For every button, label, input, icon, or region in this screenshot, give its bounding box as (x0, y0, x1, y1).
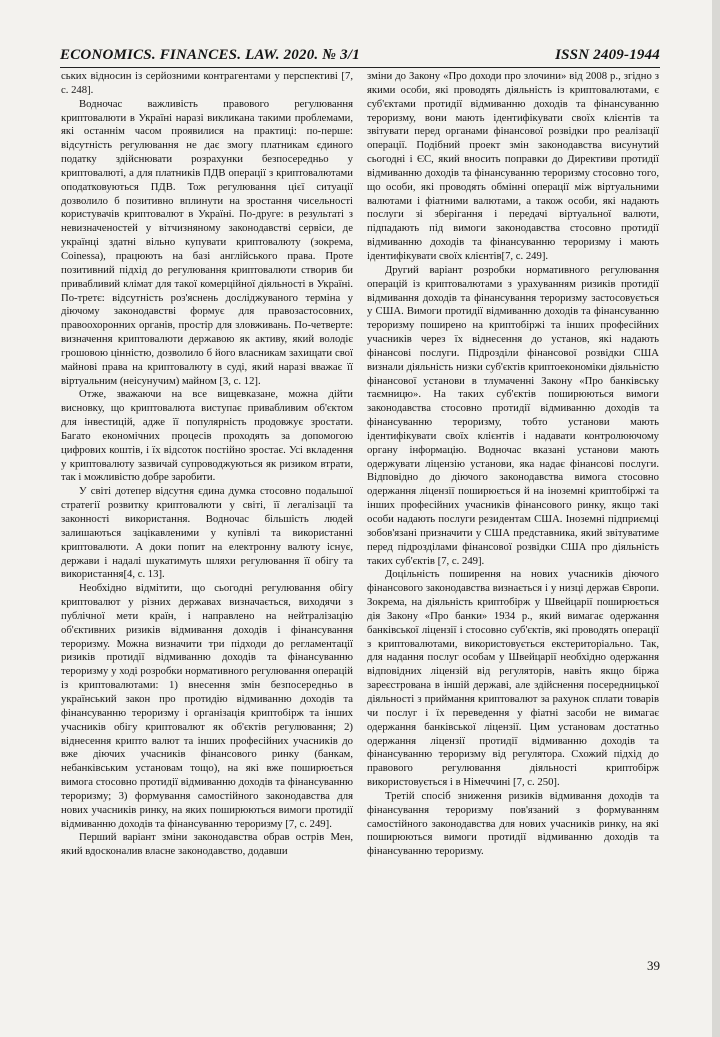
right-column (367, 70, 659, 859)
paragraph: зміни до Закону «Про доходи про злочини» від 2008 р., згідно з якими особи, які проводять діяльність із криптовалютами, є суб'єктами протидії відмиванню доходів та фінансуванню тероризму, вони мають ідентифікувати своїх клієнтів та звітувати перед органами фінансової розвідки про реалізації операції. Подібний проект змін законодавства висунутий сьогодні і ЄС, який вносить поправки до Директиви протидії відмиванню доходів та фінансуванню тероризму стосовно того, що особи, які проводять обмінні операції між віртуальними валютами і фіатними валютами, а також особи, які надають послуги зі зберігання і передачі віртуальної валюти, підпадають під вимоги законодавства стосовно протидії відмиванню доходів та фінансуванню тероризму і мають ідентифікувати своїх клієнтів[7, с. 249]. (367, 70, 659, 262)
journal-title: ECONOMICS. FINANCES. LAW. 2020. № 3/1 (60, 47, 360, 63)
paragraph: Необхідно відмітити, що сьогодні регулювання обігу криптовалют у різних державах визначається, виходячи з публічної мети країн, і направлено на нейтралізацію об'єктивних ризиків відмивання доходів і фінансування тероризму. Можна визначити три підходи до регламентації ризиків протидії відмиванню доходів та фінансуванню тероризму у ході розробки нормативного регулювання операцій із криптовалютами: 1) внесення змін безпосередньо в український закон про протидію відмиванню доходів та фінансуванню тероризму і організація криптобірж та інших учасників обігу криптовалют як об'єктів регулювання; 2) віднесення крипто валют та інших професійних учасників до вже діючих учасників фінансового ринку (банкам, небанківським установам тощо), на які вже поширюється вимога стосовно протидії відмиванню доходів та фінансуванню тероризму; 3) формування самостійного законодавства для нових учасників ринку, на яких поширюються вимоги протидії відмиванню доходів та фінансуванню тероризму [7, с. 249]. (61, 582, 353, 830)
page-number: 39 (647, 958, 660, 973)
paragraph: Отже, зважаючи на все вищевказане, можна дійти висновку, що криптовалюта виступає привабливим об'єктом для інвестицій, адже її популярність продовжує зростати. Багато економічних процесів проходять за допомогою цифрових коштів, і їх відсоток постійно зростає. Усі вкладення у криптовалюту зазвичай супроводжуються як ризиком втрати, так і можливістю добре заробити. (61, 388, 353, 484)
paragraph: У світі дотепер відсутня єдина думка стосовно подальшої стратегії розвитку криптовалюти у світі, її легалізації та законності використання. Водночас більшість людей залишаються зацікавленими у купівлі та використанні криптовалюти. А доки попит на електронну валюту існує, держави і надалі шукатимуть шляхи регулювання її обігу та використання[4, с. 13]. (61, 485, 353, 581)
page-edge (712, 0, 720, 1037)
paragraph: Водночас важливість правового регулювання криптовалюти в Україні наразі викликана такими проблемами, які останнім часом проявилися на практиці: по-перше: відсутність регулювання не дає змогу платникам єдиного податку здійснювати розрахунки безпосередньо у криптовалюті, а для платників ПДВ операції з криптовалютами оподатковуються ПДВ. Тож регулювання цієї ситуації дозволило б позитивно вплинути на зростання чисельності користувачів криптовалют в Україні. По-друге: в результаті з невизначеностей у вітчизняному законодавстві сервіси, де українці здатні вільно купувати криптовалюту (зокрема, Coinessa), працюють на базі англійського права. Проте позитивний підхід до регулювання криптовалюти створив би привабливий клімат для такої комерційної діяльності в Україні. По-третє: відсутність роз'яснень досліджуваного терміна у діючому законодавстві формує для правозастосовних, правоохоронних органів, простір для зловживань. По-четверте: визначення криптовалюти державою як активу, який володіє грошовою цінністю, дозволило б його власникам захищати свої майнові права на криптовалюту в суді, який наразі вважає її віртуальним (неісунучим) майном [3, с. 12]. (61, 97, 353, 387)
running-header (60, 38, 660, 68)
issn-label: ISSN 2409-1944 (555, 47, 660, 63)
paragraph: ських відносин із серйозними контрагентами у перспективі [7, с. 248]. (61, 70, 353, 96)
paragraph: Перший варіант зміни законодавства обрав острів Мен, який вдосконалив власне законодавство, додавши (61, 831, 353, 858)
left-column (61, 70, 353, 859)
paragraph: Другий варіант розробки нормативного регулювання операцій із криптовалютами з урахуванням ризиків протидії відмивання доходів та фінансування тероризму застосовується у США. Вимоги протидії відмиванню доходів та фінансуванню тероризму поширено на криптобіржі та інших професійних учасників через їх віднесення до установ, які надають фінансові послуги. Підрозділи фінансової розвідки США визнали діяльність низки суб'єктів криптоекономіки діяльністю фінансової установи в тлумаченні Закону «Про банківську таємницю». На таких суб'єктів поширюються вимоги законодавства стосовно протидії відмиванню доходів та фінансуванню тероризму, тобто установи мають ідентифікувати своїх клієнтів і надавати контролюючому органу інформацію. Водночас вказані установи мають одержувати ліцензію установи, яка надає фінансові послуги. Відповідно до діючого законодавства вимога стосовно одержання ліцензії поширюється й на іноземні криптобіржі та інших професійних учасників фінансового ринку, якщо такі особи надають послуги резидентам США. Іноземні підприємці зобов'язані призначити у США представника, який звітуватиме перед підрозділами фінансової розвідки США про діяльність таких суб'єктів [7, с. 249]. (367, 263, 659, 567)
paragraph: Третій спосіб зниження ризиків відмивання доходів та фінансування тероризму пов'язаний з формуванням самостійного законодавства для нових учасників ринку, на які поширюються вимоги протидії відмиванню доходів та фінансуванню тероризму. (367, 789, 659, 858)
paragraph: Доцільність поширення на нових учасників діючого фінансового законодавства визнається і у низці держав Європи. Зокрема, на діяльність криптобірж у Швейцарії поширюється дія Закону «Про банки» 1934 р., який вимагає одержання банківської ліцензії і стосовно суб'єктів, які проводять операції з криптовалютами, використовується екстериторіально. Так, для надання послуг особам у Швейцарії необхідно одержання відповідних ліцензій від регуляторів, навіть якщо біржа зареєстрована в іншій державі, але здійснення посередницької діяльності з приймання криптовалют за рахунок сплати товарів чи послуг і їх переведення у фіатні засоби не вимагає одержання банківської ліцензії. Цим установам достатньо одержання ліцензії протидії відмиванню доходів та фінансуванню тероризму від регулятора. Схожий підхід до правового регулювання діяльності криптобірж використовується і в Німеччині [7, с. 250]. (367, 568, 659, 789)
